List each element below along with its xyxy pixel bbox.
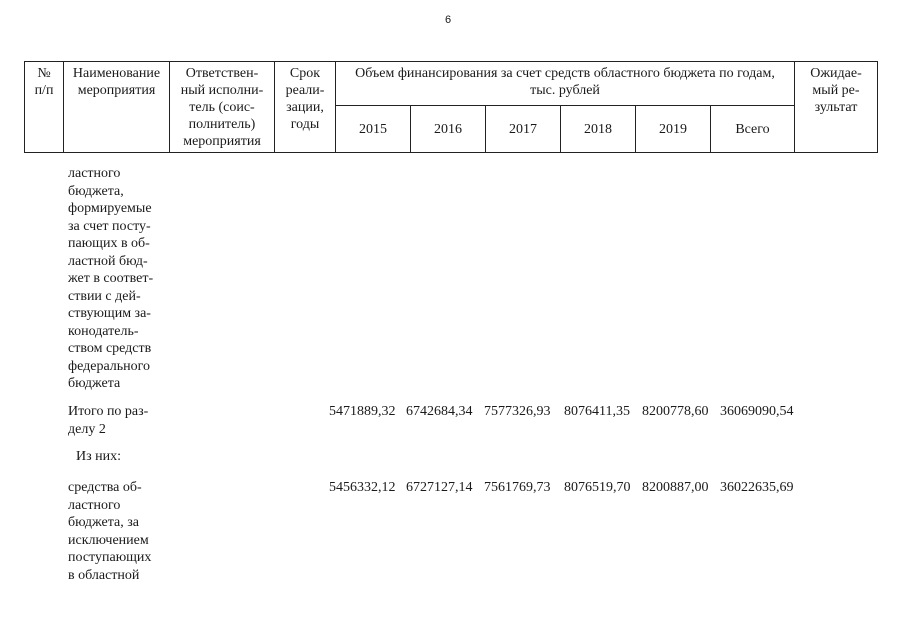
value-2016: 6727127,14	[406, 480, 473, 495]
header-year-2017: 2017	[486, 106, 561, 153]
value-2018: 8076411,35	[564, 404, 630, 419]
row-of-them-text: Из них:	[76, 449, 122, 464]
header-term	[275, 62, 336, 153]
row-federal-text: ластного бюджета, формируемые за счет посту- пающих в об- ластной бюд- жет в соответ- ствии с дей- ствующим за- конодатель- ством средств федерального бюджета	[68, 166, 154, 391]
page-number: 6	[445, 14, 452, 26]
header-year-2015: 2015	[336, 106, 411, 153]
header-year-total: Всего	[711, 106, 795, 153]
value-2016: 6742684,34	[406, 404, 473, 419]
header-year-2016: 2016	[411, 106, 486, 153]
value-2019: 8200778,60	[642, 404, 709, 419]
value-2017: 7577326,93	[484, 404, 551, 419]
header-name-label: Наименование мероприятия	[72, 66, 161, 98]
header-executor	[170, 62, 275, 153]
table-header	[24, 61, 878, 153]
header-result	[795, 62, 878, 153]
header-executor-label: Ответствен- ный исполни- тель (соис- полнитель) мероприятия	[180, 66, 264, 149]
header-term-label: Срок реали- зации, годы	[285, 66, 325, 132]
header-financing-label: Объем финансирования за счет средств областного бюджета по годам, тыс. рублей	[355, 66, 775, 98]
value-total: 36069090,54	[720, 404, 794, 419]
header-name	[64, 62, 170, 153]
value-2015: 5471889,32	[329, 404, 396, 419]
value-2018: 8076519,70	[564, 480, 631, 495]
value-2019: 8200887,00	[642, 480, 709, 495]
value-2015: 5456332,12	[329, 480, 396, 495]
header-num	[25, 62, 64, 153]
value-total: 36022635,69	[720, 480, 794, 495]
header-year-2018: 2018	[561, 106, 636, 153]
header-num-label: № п/п	[34, 66, 54, 98]
row-regional-text: средства об- ластного бюджета, за исключением поступающих в областной	[68, 480, 152, 583]
value-2017: 7561769,73	[484, 480, 551, 495]
header-financing	[336, 62, 795, 106]
header-year-2019: 2019	[636, 106, 711, 153]
header-result-label: Ожидае- мый ре- зультат	[810, 66, 862, 115]
row-total-text: Итого по раз- делу 2	[68, 404, 149, 437]
